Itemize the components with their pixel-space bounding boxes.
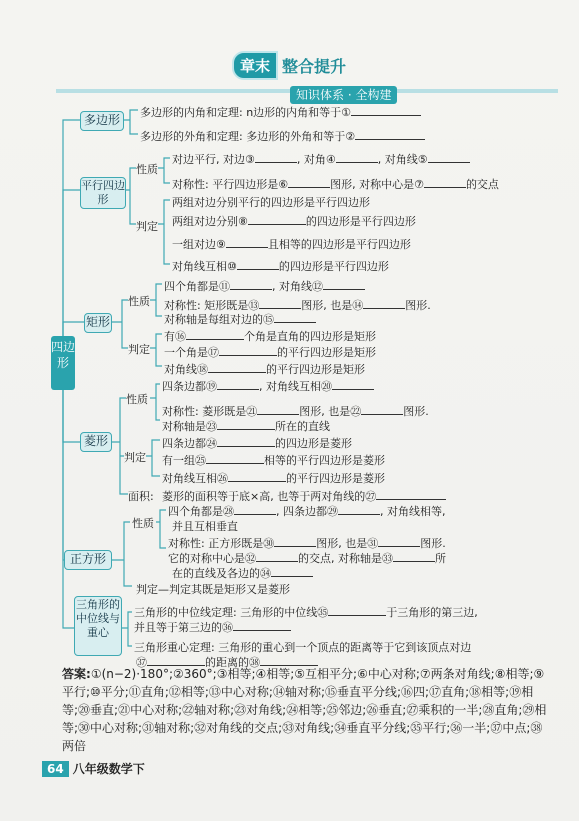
answers-text: ①(n−2)·180°;②360°;③相等;④相等;⑤互相平分;⑥中心对称;⑦两条对角线;⑧相等;⑨平行;⑩平分;⑪直角;⑫相等;⑬中心对称;⑭轴对称;⑮垂直平分线;⑯四;⑰直角;⑱相等;⑲相等;⑳垂直;㉑中心对称;㉒轴对称;㉓对角线;㉔相等;㉕邻边;㉖垂直;㉗乘积的一半;㉘直角;㉙相等;㉚中心对称;㉛轴对称;㉜对角线的交点;㉝对角线;㉞垂直平分线;㉟平行;㊱一半;㊲中点;㊳两倍 bbox=[62, 667, 547, 753]
text-line: 对称性: 矩形既是⑬ 图形, 也是⑭ 图形. bbox=[164, 299, 431, 312]
text-line: 多边形的内角和定理: n边形的内角和等于① bbox=[140, 104, 421, 120]
text-line: 对边平行, 对边③ , 对角④ , 对角线⑤ bbox=[172, 151, 470, 167]
text-line: 两组对边分别⑧ 的四边形是平行四边形 bbox=[172, 215, 416, 228]
section-ribbon: 知识体系 · 全构建 bbox=[290, 86, 397, 104]
answers-label: 答案: bbox=[62, 667, 91, 681]
answers-block bbox=[62, 665, 548, 755]
text-line: 一个角是⑰ 的平行四边形是矩形 bbox=[164, 346, 376, 359]
node-square: 正方形 bbox=[64, 550, 112, 570]
text-line: 对称性: 正方形既是㉚ 图形, 也是㉛ 图形. bbox=[168, 537, 446, 550]
text-line: 菱形的面积等于底×高, 也等于两对角线的㉗ bbox=[162, 488, 446, 504]
label-judge: 判定 bbox=[136, 220, 158, 233]
title-text: 整合提升 bbox=[282, 56, 347, 76]
text-line: 对角线互相㉖ 的平行四边形是菱形 bbox=[162, 472, 385, 485]
text-line: 并且等于第三边的㊱ bbox=[134, 619, 291, 635]
page-number: 64 bbox=[42, 761, 69, 777]
text-line: 对称轴是每组对边的⑮ bbox=[164, 311, 316, 327]
label-judge: 判定 bbox=[124, 451, 146, 464]
text-line: 四个角都是㉘ , 四条边都㉙ , 对角线相等, bbox=[168, 505, 446, 518]
label-property: 性质 bbox=[136, 163, 158, 176]
node-parallelogram: 平行四边形 bbox=[80, 177, 126, 209]
text-line: 对称性: 菱形既是㉑ 图形, 也是㉒ 图形. bbox=[162, 405, 429, 418]
node-polygon: 多边形 bbox=[80, 111, 124, 131]
text-line: 多边形的外角和定理: 多边形的外角和等于② bbox=[140, 128, 425, 144]
label-property: 性质 bbox=[132, 517, 154, 530]
title-badge: 章末 bbox=[232, 51, 278, 80]
text-line: 四条边都⑲ , 对角线互相⑳ bbox=[162, 378, 374, 394]
label-property: 性质 bbox=[126, 393, 148, 406]
text-line: 它的对称中心是㉜ 的交点, 对称轴是㉝ 所 bbox=[168, 552, 446, 565]
text-line: 对称性: 平行四边形是⑥ 图形, 对称中心是⑦ 的交点 bbox=[172, 178, 499, 191]
text-line: 对称轴是㉓ 所在的直线 bbox=[162, 420, 330, 433]
text-line: 在的直线及各边的㉞ bbox=[172, 565, 313, 581]
text-line: ㊲ 的距离的㊳ bbox=[136, 654, 318, 670]
text-line: 四条边都㉔ 的四边形是菱形 bbox=[162, 437, 352, 450]
text-line: 有⑯ 个角是直角的四边形是矩形 bbox=[164, 330, 376, 343]
node-rectangle: 矩形 bbox=[84, 313, 112, 333]
text-line: 对角线互相⑩ 的四边形是平行四边形 bbox=[172, 260, 389, 273]
text-line: 一组对边⑨ 且相等的四边形是平行四边形 bbox=[172, 238, 411, 251]
text-line: 四个角都是⑪ , 对角线⑫ bbox=[164, 278, 365, 294]
node-rhombus: 菱形 bbox=[80, 432, 112, 452]
text-line: 三角形重心定理: 三角形的重心到一个顶点的距离等于它到该顶点对边 bbox=[134, 641, 472, 654]
text-line: 对角线⑱ 的平行四边形是矩形 bbox=[164, 363, 365, 376]
label-area: 面积: bbox=[128, 490, 154, 503]
label-judge: 判定 bbox=[128, 343, 150, 356]
book-title: 八年级数学下 bbox=[72, 762, 145, 776]
text-line: 判定—判定其既是矩形又是菱形 bbox=[136, 583, 290, 596]
page-footer bbox=[42, 760, 145, 777]
node-midline: 三角形的中位线与重心 bbox=[74, 596, 122, 656]
root-node: 四边形 bbox=[51, 336, 75, 390]
label-property: 性质 bbox=[128, 295, 150, 308]
text-line: 有一组㉕ 相等的平行四边形是菱形 bbox=[162, 454, 385, 467]
text-line: 三角形的中位线定理: 三角形的中位线㉟ 于三角形的第三边, bbox=[134, 606, 478, 619]
text-line: 并且互相垂直 bbox=[172, 520, 238, 533]
text-line: 两组对边分别平行的四边形是平行四边形 bbox=[172, 196, 370, 209]
